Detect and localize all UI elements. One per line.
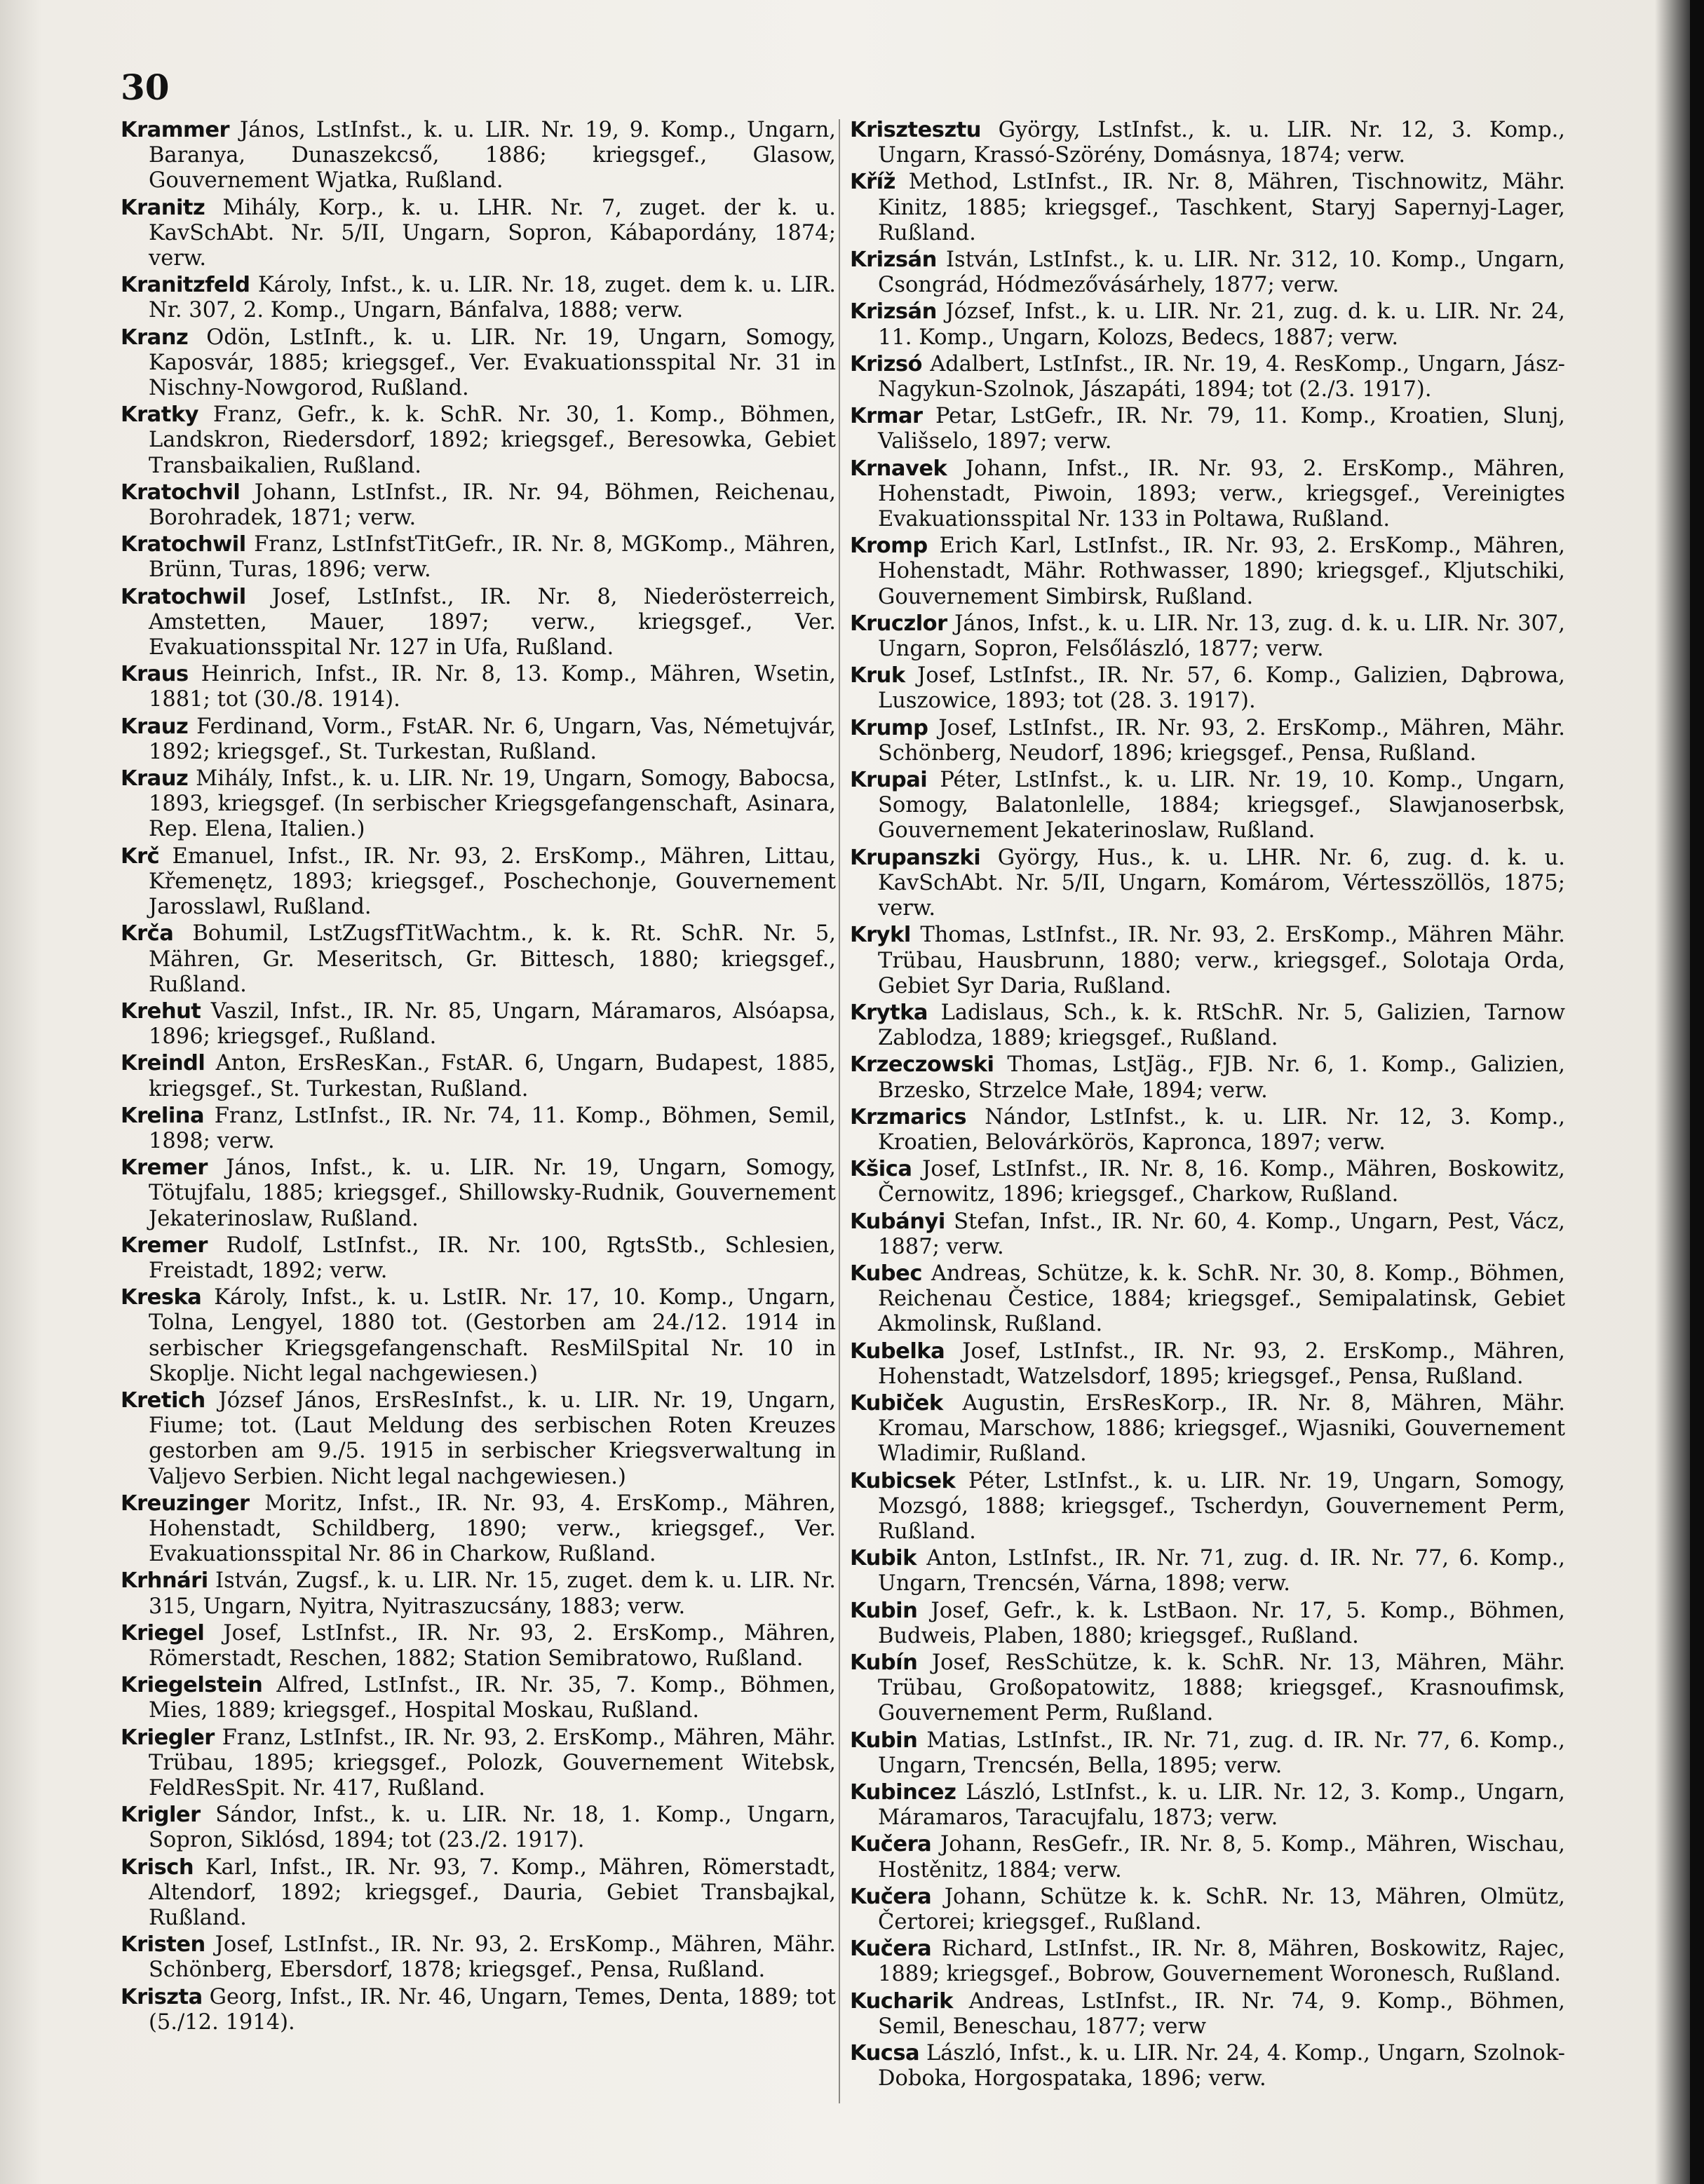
entry-surname: Kubincez (850, 1780, 956, 1805)
entry (121, 1932, 836, 1983)
entry (121, 585, 836, 661)
entry-details: Heinrich, Infst., IR. Nr. 8, 13. Komp., Mähren, Wsetin, 1881; tot (30./8. 1914). (149, 662, 836, 712)
entry-details: Josef, LstInfst., IR. Nr. 93, 2. ErsKomp., Mähren, Hohenstadt, Watzelsdorf, 1895; kriegsgef., Pensa, Rußland. (878, 1338, 1565, 1389)
entry-surname: Kubicsek (850, 1468, 956, 1493)
entry (850, 1052, 1565, 1103)
entry-details: Emanuel, Infst., IR. Nr. 93, 2. ErsKomp., Mähren, Littau, Křemenętz, 1893; kriegsgef., Poschechonje, Gouvernement Jarosslawl, Rußland. (149, 843, 836, 920)
entry-details: Matias, LstInfst., IR. Nr. 71, zug. d. IR. Nr. 77, 6. Komp., Ungarn, Trencsén, Bella, 1895; verw. (878, 1728, 1565, 1778)
entry (121, 532, 836, 583)
entry-surname: Kučera (850, 1884, 932, 1909)
entry (121, 999, 836, 1050)
entry-details: Bohumil, LstZugsfTitWachtm., k. k. Rt. SchR. Nr. 5, Mähren, Gr. Meseritsch, Gr. Bittesch, 1880; kriegsgef., Rußland. (149, 921, 836, 997)
entry (121, 921, 836, 998)
entry (121, 1725, 836, 1802)
entry (850, 247, 1565, 298)
entry (121, 196, 836, 272)
entry-surname: Krehut (121, 998, 201, 1024)
entry (121, 1855, 836, 1932)
entry-details: Károly, Infst., k. u. LIR. Nr. 18, zuget. dem k. u. LIR. Nr. 307, 2. Komp., Ungarn, Bánfalva, 1888; verw. (149, 273, 836, 323)
entry-surname: Kratochwil (121, 532, 246, 557)
entry-surname: Krykl (850, 923, 911, 948)
entry-surname: Kranz (121, 325, 189, 350)
entry (121, 273, 836, 323)
entry-surname: Krupai (850, 768, 928, 793)
entry-surname: Krhnári (121, 1568, 208, 1594)
entry-details: Erich Karl, LstInfst., IR. Nr. 93, 2. ErsKomp., Mähren, Hohenstadt, Mähr. Rothwasser, 1890; kriegsgef., Kljutschiki, Gouvernement Simbirsk, Rußland. (878, 534, 1565, 609)
entry-details: Franz, Gefr., k. k. SchR. Nr. 30, 1. Komp., Böhmen, Landskron, Riedersdorf, 1892; kriegsgef., Beresowka, Gebiet Transbaikalien, Rußland. (149, 402, 836, 478)
entry-details: István, LstInfst., k. u. LIR. Nr. 312, 10. Komp., Ungarn, Csongrád, Hódmezővásárhely, 1877; verw. (878, 247, 1565, 298)
entry-surname: Kšica (850, 1157, 912, 1182)
entry (850, 1001, 1565, 1051)
entry-details: Johann, LstInfst., IR. Nr. 94, Böhmen, Reichenau, Borohradek, 1871; verw. (149, 480, 836, 531)
entry-details: Anton, ErsResKan., FstAR. 6, Ungarn, Budapest, 1885, kriegsgef., St. Turkestan, Rußland. (149, 1051, 836, 1101)
entry-details: Augustin, ErsResKorp., IR. Nr. 8, Mähren, Mähr. Kromau, Marschow, 1886; kriegsgef., Wjasniki, Gouvernement Wladimir, Rußland. (878, 1390, 1565, 1467)
entry-surname: Kruczlor (850, 611, 947, 636)
entry (850, 1937, 1565, 1987)
entry-surname: Kreuzinger (121, 1491, 250, 1516)
entry-details: Adalbert, LstInfst., IR. Nr. 19, 4. ResKomp., Ungarn, Jász-Nagykun-Szolnok, Jászapáti, 1894; tot (2./3. 1917). (878, 351, 1565, 402)
entry (850, 2041, 1565, 2091)
entry (121, 1051, 836, 1101)
entry-details: László, LstInfst., k. u. LIR. Nr. 12, 3. Komp., Ungarn, Máramaros, Taracujfalu, 1873; verw. (878, 1780, 1565, 1831)
entry-surname: Krammer (121, 118, 230, 142)
entry-surname: Kříž (850, 170, 895, 195)
entry-surname: Kreska (121, 1285, 202, 1310)
entry-details: József, Infst., k. u. LIR. Nr. 21, zug. d. k. u. LIR. Nr. 24, 11. Komp., Ungarn, Kolozs, Bedecs, 1887; verw. (878, 299, 1565, 350)
entry-details: Georg, Infst., IR. Nr. 46, Ungarn, Temes, Denta, 1889; tot (5./12. 1914). (149, 1984, 836, 2035)
entry (850, 1157, 1565, 1207)
column-divider (839, 119, 840, 2103)
entry (121, 480, 836, 531)
entry-details: Josef, LstInfst., IR. Nr. 8, Niederösterreich, Amstetten, Mauer, 1897; verw., kriegsgef., Ver. Evakuationsspital Nr. 127 in Ufa, Rußland. (149, 584, 836, 660)
entry-surname: Kristen (121, 1932, 205, 1958)
entry-surname: Krizsán (850, 247, 937, 273)
entry-details: Rudolf, LstInfst., IR. Nr. 100, RgtsStb., Schlesien, Freistadt, 1892; verw. (149, 1233, 836, 1283)
entry-details: Petar, LstGefr., IR. Nr. 79, 11. Komp., Kroatien, Slunj, Vališselo, 1897; verw. (878, 404, 1565, 454)
entry-surname: Kubiček (850, 1390, 943, 1416)
entry-details: Andreas, Schütze, k. k. SchR. Nr. 30, 8. Komp., Böhmen, Reichenau Čestice, 1884; kriegsgef., Semipalatinsk, Gebiet Akmolinsk, Rußland. (878, 1261, 1565, 1337)
entry-details: Sándor, Infst., k. u. LIR. Nr. 18, 1. Komp., Ungarn, Sopron, Siklósd, 1894; tot (23./2. 1917). (149, 1803, 836, 1853)
entry (850, 1339, 1565, 1390)
entry-details: Thomas, LstInfst., IR. Nr. 93, 2. ErsKomp., Mähren Mähr. Trübau, Hausbrunn, 1880; verw., kriegsgef., Solotaja Orda, Gebiet Syr Daria, Rußland. (878, 923, 1565, 998)
entry-details: Ladislaus, Sch., k. k. RtSchR. Nr. 5, Galizien, Tarnow Zablodza, 1889; kriegsgef., Rußland. (878, 1000, 1565, 1051)
entry-details: Karl, Infst., IR. Nr. 93, 7. Komp., Mähren, Römerstadt, Altendorf, 1892; kriegsgef., Dauria, Gebiet Transbajkal, Rußland. (149, 1854, 836, 1931)
entry (121, 1673, 836, 1723)
entry-surname: Kreindl (121, 1051, 205, 1076)
entry (121, 844, 836, 921)
entry (850, 1728, 1565, 1779)
entry (121, 662, 836, 712)
entry (850, 404, 1565, 454)
entry (850, 1469, 1565, 1545)
entry-surname: Kubelka (850, 1338, 945, 1364)
entry-surname: Krump (850, 715, 928, 740)
entry-details: Franz, LstInfstTitGefr., IR. Nr. 8, MGKomp., Mähren, Brünn, Turas, 1896; verw. (149, 532, 836, 583)
entry-details: László, Infst., k. u. LIR. Nr. 24, 4. Komp., Ungarn, Szolnok-Doboka, Horgospataka, 1896; verw. (878, 2041, 1565, 2091)
entry (850, 1209, 1565, 1260)
entry-surname: Kučera (850, 1832, 932, 1857)
entry (121, 1621, 836, 1671)
entry-surname: Kretich (121, 1388, 205, 1413)
entry-details: Ferdinand, Vorm., FstAR. Nr. 6, Ungarn, Vas, Németujvár, 1892; kriegsgef., St. Turkestan, Rußland. (149, 714, 836, 764)
entry-details: Vaszil, Infst., IR. Nr. 85, Ungarn, Máramaros, Alsóapsa, 1896; kriegsgef., Rußland. (149, 998, 836, 1050)
entry-surname: Kubin (850, 1598, 918, 1623)
entry-surname: Krauz (121, 714, 189, 739)
entry-details: Johann, ResGefr., IR. Nr. 8, 5. Komp., Mähren, Wischau, Hostěnitz, 1884; verw. (878, 1832, 1565, 1883)
entry (121, 714, 836, 765)
entry-surname: Krizsó (850, 351, 922, 377)
entry-details: Method, LstInfst., IR. Nr. 8, Mähren, Tischnowitz, Mähr. Kinitz, 1885; kriegsgef., Taschkent, Staryj Sapernyj-Lager, Rußland. (878, 170, 1565, 245)
entry-surname: Krytka (850, 1000, 928, 1025)
entry-details: György, LstInfst., k. u. LIR. Nr. 12, 3. Komp., Ungarn, Krassó-Szörény, Domásnya, 1874; verw. (878, 118, 1565, 168)
entry-surname: Krisztesztu (850, 118, 982, 142)
entry-surname: Kubik (850, 1546, 917, 1571)
entry (850, 1989, 1565, 2040)
entry-surname: Kubín (850, 1650, 918, 1675)
entry-details: Josef, LstInfst., IR. Nr. 57, 6. Komp., Galizien, Dąbrowa, Luszowice, 1893; tot (28. 3. 1917). (878, 663, 1565, 714)
entry-surname: Kranitz (121, 195, 205, 220)
entry-surname: Kubec (850, 1261, 922, 1286)
entry-details: János, Infst., k. u. LIR. Nr. 19, Ungarn, Somogy, Tötujfalu, 1885; kriegsgef., Shillowsky-Rudnik, Gouvernement Jekaterinoslaw, Rußland. (149, 1155, 836, 1231)
entry-details: József János, ErsResInfst., k. u. LIR. Nr. 19, Ungarn, Fiume; tot. (Laut Meldung des serbischen Roten Kreuzes gestorben am 9./5. 1915 in serbischer Kriegsverwaltung in Valjevo Serbien. Nicht legal nachgewiesen.) (149, 1388, 836, 1489)
entry-surname: Krč (121, 843, 160, 869)
entry-surname: Krzmarics (850, 1104, 967, 1130)
entry-surname: Kriegelstein (121, 1673, 263, 1698)
entry-surname: Krizsán (850, 299, 937, 325)
entry (121, 1104, 836, 1154)
entry-details: Nándor, LstInfst., k. u. LIR. Nr. 12, 3. Komp., Kroatien, Belovárkörös, Kapronca, 1897; verw. (878, 1104, 1565, 1155)
entry-details: Odön, LstInft., k. u. LIR. Nr. 19, Ungarn, Somogy, Kaposvár, 1885; kriegsgef., Ver. Evakuationsspital Nr. 31 in Nischny-Nowgorod, Rußland. (149, 325, 836, 401)
entry-details: János, LstInfst., k. u. LIR. Nr. 19, 9. Komp., Ungarn, Baranya, Dunaszekcső, 1886; kriegsgef., Glasow, Gouvernement Wjatka, Rußland. (149, 118, 836, 194)
entry (850, 1261, 1565, 1338)
entry-surname: Krnavek (850, 456, 947, 481)
entry (121, 118, 836, 194)
entry (121, 1985, 836, 2035)
left-column (121, 118, 836, 2037)
entry-details: Alfred, LstInfst., IR. Nr. 35, 7. Komp., Böhmen, Mies, 1889; kriegsgef., Hospital Moskau, Rußland. (149, 1673, 836, 1723)
entry (121, 1155, 836, 1232)
entry-details: Josef, LstInfst., IR. Nr. 8, 16. Komp., Mähren, Boskowitz, Černowitz, 1896; kriegsgef., Charkow, Rußland. (878, 1157, 1565, 1207)
entry (850, 768, 1565, 844)
entry-surname: Krupanszki (850, 845, 981, 870)
entry (850, 1650, 1565, 1727)
page-number: 30 (121, 67, 170, 108)
entry (850, 1885, 1565, 1935)
entry (850, 1391, 1565, 1467)
entry (850, 1105, 1565, 1155)
entry-details: Moritz, Infst., IR. Nr. 93, 4. ErsKomp., Mähren, Hohenstadt, Schildberg, 1890; verw., kriegsgef., Ver. Evakuationsspital Nr. 86 in Charkow, Rußland. (149, 1491, 836, 1567)
entry-details: Péter, LstInfst., k. u. LIR. Nr. 19, Ungarn, Somogy, Mozsgó, 1888; kriegsgef., Tscherdyn, Gouvernement Perm, Rußland. (878, 1468, 1565, 1544)
entry-surname: Kratochwil (121, 584, 246, 609)
entry (850, 456, 1565, 533)
entry-details: Johann, Schütze k. k. SchR. Nr. 13, Mähren, Olmütz, Čertorei; kriegsgef., Rußland. (878, 1884, 1565, 1935)
entry-details: Thomas, LstJäg., FJB. Nr. 6, 1. Komp., Galizien, Brzesko, Strzelce Małe, 1894; verw. (878, 1052, 1565, 1103)
entry-details: Josef, Gefr., k. k. LstBaon. Nr. 17, 5. Komp., Böhmen, Budweis, Plaben, 1880; kriegsgef., Rußland. (878, 1598, 1565, 1648)
entry (850, 352, 1565, 402)
entry-details: Péter, LstInfst., k. u. LIR. Nr. 19, 10. Komp., Ungarn, Somogy, Balatonlelle, 1884; kriegsgef., Slawjanoserbsk, Gouvernement Jekaterinoslaw, Rußland. (878, 768, 1565, 843)
entry-surname: Kriszta (121, 1984, 203, 2009)
entry-surname: Kratochvil (121, 480, 241, 505)
entry (850, 1780, 1565, 1831)
entry (121, 1285, 836, 1387)
entry (121, 1233, 836, 1284)
entry (121, 402, 836, 479)
scan-edge (1690, 0, 1704, 2184)
entry-surname: Kruk (850, 663, 905, 689)
entry-surname: Krmar (850, 404, 923, 429)
entry (850, 611, 1565, 662)
entry (850, 299, 1565, 350)
entry (850, 1599, 1565, 1649)
entry-details: Josef, LstInfst., IR. Nr. 93, 2. ErsKomp., Mähren, Römerstadt, Reschen, 1882; Station Semibratowo, Rußland. (149, 1620, 836, 1671)
entry-surname: Krigler (121, 1803, 201, 1828)
entry-surname: Kriegel (121, 1620, 205, 1646)
entry (850, 1546, 1565, 1596)
entry-surname: Kucsa (850, 2041, 920, 2066)
entry-surname: Krča (121, 921, 174, 947)
entry-details: Josef, ResSchütze, k. k. SchR. Nr. 13, Mähren, Mähr. Trübau, Großopatowitz, 1888; kriegsgef., Krasnoufimsk, Gouvernement Perm, Rußland. (878, 1650, 1565, 1726)
entry (850, 534, 1565, 610)
entry-details: Franz, LstInfst., IR. Nr. 93, 2. ErsKomp., Mähren, Mähr. Trübau, 1895; kriegsgef., Polozk, Gouvernement Witebsk, FeldResSpit. Nr. 417, Rußland. (149, 1725, 836, 1800)
entry (850, 846, 1565, 922)
entry-surname: Krelina (121, 1103, 205, 1128)
entry-details: Josef, LstInfst., IR. Nr. 93, 2. ErsKomp., Mähren, Mähr. Schönberg, Ebersdorf, 1878; kriegsgef., Pensa, Rußland. (149, 1932, 836, 1983)
right-column (850, 118, 1565, 2093)
entry-details: Mihály, Infst., k. u. LIR. Nr. 19, Ungarn, Somogy, Babocsa, 1893, kriegsgef. (In serbischer Kriegsgefangenschaft, Asinara, Rep. Elena, Italien.) (149, 766, 836, 842)
entry-details: István, Zugsf., k. u. LIR. Nr. 15, zuget. dem k. u. LIR. Nr. 315, Ungarn, Nyitra, Nyitraszucsány, 1883; verw. (149, 1568, 836, 1619)
entry-surname: Kratky (121, 402, 199, 428)
entry (121, 1568, 836, 1619)
entry-surname: Kremer (121, 1233, 208, 1258)
entry-surname: Kubányi (850, 1209, 945, 1234)
entry (121, 325, 836, 402)
entry (850, 1832, 1565, 1883)
entry (121, 766, 836, 843)
entry-surname: Kromp (850, 534, 928, 559)
entry-details: György, Hus., k. u. LHR. Nr. 6, zug. d. k. u. KavSchAbt. Nr. 5/II, Ungarn, Komárom, Vértesszöllös, 1875; verw. (878, 845, 1565, 921)
entry-surname: Kučera (850, 1937, 932, 1962)
entry (850, 170, 1565, 246)
entry-details: Richard, LstInfst., IR. Nr. 8, Mähren, Boskowitz, Rajec, 1889; kriegsgef., Bobrow, Gouvernement Woronesch, Rußland. (878, 1937, 1565, 1987)
entry-surname: Krisch (121, 1854, 194, 1880)
entry-details: Mihály, Korp., k. u. LHR. Nr. 7, zuget. der k. u. KavSchAbt. Nr. 5/II, Ungarn, Sopron, Kábapordány, 1874; verw. (149, 195, 836, 271)
entry (850, 923, 1565, 999)
entry (121, 1803, 836, 1853)
entry-surname: Kremer (121, 1155, 208, 1181)
entry-details: Anton, LstInfst., IR. Nr. 71, zug. d. IR. Nr. 77, 6. Komp., Ungarn, Trencsén, Várna, 1898; verw. (878, 1546, 1565, 1596)
entry-details: Franz, LstInfst., IR. Nr. 74, 11. Komp., Böhmen, Semil, 1898; verw. (149, 1103, 836, 1153)
entry-details: Károly, Infst., k. u. LstIR. Nr. 17, 10. Komp., Ungarn, Tolna, Lengyel, 1880 tot. (Gestorben am 24./12. 1914 in serbischer Kriegsgefangenschaft. ResMilSpital Nr. 10 in Skoplje. Nicht legal nachgewiesen.) (149, 1285, 836, 1386)
entry (121, 1388, 836, 1490)
entry-surname: Krauz (121, 766, 189, 792)
entry-surname: Kriegler (121, 1725, 215, 1750)
entry (850, 663, 1565, 714)
entry-surname: Krzeczowski (850, 1052, 994, 1078)
entry-details: Josef, LstInfst., IR. Nr. 93, 2. ErsKomp., Mähren, Mähr. Schönberg, Neudorf, 1896; kriegsgef., Pensa, Rußland. (878, 715, 1565, 766)
entry-surname: Kucharik (850, 1988, 953, 2014)
entry (850, 118, 1565, 168)
entry-surname: Kraus (121, 662, 189, 687)
entry-details: Stefan, Infst., IR. Nr. 60, 4. Komp., Ungarn, Pest, Vácz, 1887; verw. (878, 1209, 1565, 1259)
entry-surname: Kubin (850, 1728, 918, 1753)
entry (121, 1491, 836, 1568)
entry-details: János, Infst., k. u. LIR. Nr. 13, zug. d. k. u. LIR. Nr. 307, Ungarn, Sopron, Felsőlászló, 1877; verw. (878, 611, 1565, 662)
entry-details: Andreas, LstInfst., IR. Nr. 74, 9. Komp., Böhmen, Semil, Beneschau, 1877; verw (878, 1988, 1565, 2039)
entry-details: Johann, Infst., IR. Nr. 93, 2. ErsKomp., Mähren, Hohenstadt, Piwoin, 1893; verw., kriegsgef., Vereinigtes Evakuationsspital Nr. 133 in Poltawa, Rußland. (878, 456, 1565, 532)
entry (850, 716, 1565, 766)
entry-surname: Kranitzfeld (121, 273, 250, 298)
